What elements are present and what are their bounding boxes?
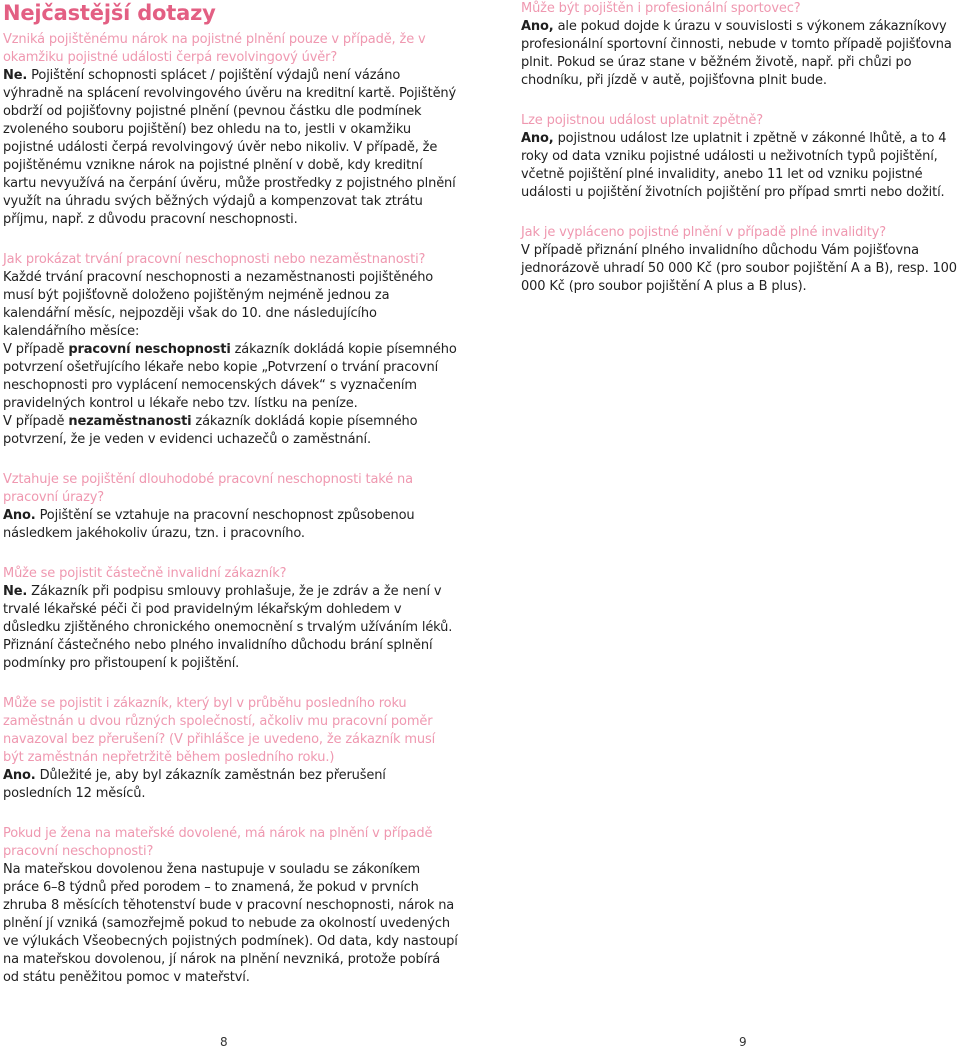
left-column	[3, 0, 458, 1009]
faq-question: Jak prokázat trvání pracovní neschopnosti nebo nezaměstnanosti?	[3, 252, 426, 267]
faq-answer-unemployment	[3, 413, 458, 449]
answer-lead: Ne.	[3, 68, 28, 83]
answer-lead: Ano.	[3, 768, 36, 783]
faq-question: Může se pojistit částečně invalidní zákazník?	[3, 566, 287, 581]
faq-answer-sick-leave	[3, 341, 458, 413]
faq-item-5	[3, 695, 458, 803]
faq-answer-intro: Každé trvání pracovní neschopnosti a nezaměstnanosti pojištěného musí být pojišťovně doloženo pojištěným nejméně jednou za kalendářní měsíc, nejpozději však do 10. dne následujícího kalendářního měsíce:	[3, 270, 434, 339]
faq-item-3	[3, 471, 458, 543]
answer-text: ale pokud dojde k úrazu v souvislosti s výkonem zákazníkovy profesionální sportovní činnosti, nebude v tomto případě pojišťovna plnit. Pokud se úraz stane v běžném životě, např. při chůzi po chodníku, při jízdě v autě, pojišťovna plnit bude.	[521, 19, 952, 88]
faq-answer: Na mateřskou dovolenou žena nastupuje v souladu se zákoníkem práce 6–8 týdnů před porodem – to znamená, že pokud v prvních zhruba 8 měsících těhotenství bude v pracovní neschopnosti, nárok na plnění jí vzniká (samozřejmě pokud to nebude za okolností uvedených ve výlukách Všeobecných pojistných podmínek). Od data, kdy nastoupí na mateřskou dovolenou, jí nárok na plnění nevzniká, protože pobírá od státu peněžitou pomoc v mateřství.	[3, 862, 458, 985]
faq-answer: V případě přiznání plného invalidního důchodu Vám pojišťovna jednorázově uhradí 50 000 Kč (pro soubor pojištění A a B), resp. 100 000 Kč (pro soubor pojištění A plus a B plus).	[521, 243, 957, 294]
answer-text: zákazník dokládá kopie písemného potvrzení, že je veden v evidenci uchazečů o zaměstnání.	[3, 414, 418, 447]
page-heading: Nejčastější dotazy	[3, 1, 216, 25]
answer-emphasis: pracovní neschopnosti	[68, 342, 231, 357]
answer-text: Zákazník při podpisu smlouvy prohlašuje, že je zdráv a že není v trvalé lékařské péči či pod pravidelným lékařským dohledem v důsledku zjištěného chronického onemocnění s trvalým užíváním léků. Přiznání částečného nebo plného invalidního důchodu brání splnění podmínky pro přistoupení k pojištění.	[3, 584, 453, 671]
faq-item-9	[521, 224, 960, 296]
answer-lead: Ano,	[521, 19, 554, 34]
faq-question: Lze pojistnou událost uplatnit zpětně?	[521, 113, 763, 128]
faq-answer	[521, 18, 960, 90]
faq-item-7	[521, 0, 960, 90]
answer-text: V případě	[3, 342, 69, 357]
faq-question: Může se pojistit i zákazník, který byl v průběhu posledního roku zaměstnán u dvou různých společností, ačkoliv mu pracovní poměr navazoval bez přerušení? (V přihlášce je uvedeno, že zákazník musí být zaměstnán nepřetržitě během posledního roku.)	[3, 696, 436, 765]
answer-emphasis: nezaměstnanosti	[68, 414, 192, 429]
faq-question: Jak je vypláceno pojistné plnění v případě plné invalidity?	[521, 225, 886, 240]
faq-question: Může být pojištěn i profesionální sportovec?	[521, 1, 801, 16]
faq-question: Pokud je žena na mateřské dovolené, má nárok na plnění v případě pracovní neschopnosti?	[3, 826, 433, 859]
answer-text: Pojištění se vztahuje na pracovní neschopnost způsobenou následkem jakéhokoliv úrazu, tzn. i pracovního.	[3, 508, 415, 541]
faq-item-6	[3, 825, 458, 987]
faq-answer	[521, 130, 960, 202]
answer-lead: Ano,	[521, 131, 554, 146]
faq-answer	[3, 583, 458, 673]
answer-text: Pojištění schopnosti splácet / pojištění výdajů není vázáno výhradně na splácení revolvingového úvěru na kreditní kartě. Pojištěný obdrží od pojišťovny pojistné plnění (pevnou částku dle podmínek zvoleného souboru pojištění) bez ohledu na to, jestli v okamžiku pojistné události čerpá revolvingový úvěr nebo nikoliv. V případě, že pojištěnému vznikne nárok na pojistné plnění v době, kdy kreditní kartu nevyužívá na čerpání úvěru, může prostředky z pojistného plnění využít na úhradu svých běžných výdajů a kompenzovat tak ztrátu příjmu, např. z důvodu pracovní neschopnosti.	[3, 68, 457, 227]
answer-text: Důležité je, aby byl zákazník zaměstnán bez přerušení posledních 12 měsíců.	[3, 768, 386, 801]
faq-item-1	[3, 31, 458, 229]
answer-text: V případě	[3, 414, 69, 429]
faq-item-2	[3, 251, 458, 449]
answer-text: pojistnou událost lze uplatnit i zpětně v zákonné lhůtě, a to 4 roky od data vzniku pojistné události u neživotních typů pojištění, včetně pojištění plné invalidity, anebo 11 let od vzniku pojistné události u pojištění životních pojištění pro případ smrti nebo dožití.	[521, 131, 947, 200]
faq-answer	[3, 67, 458, 229]
faq-question: Vzniká pojištěnému nárok na pojistné plnění pouze v případě, že v okamžiku pojistné události čerpá revolvingový úvěr?	[3, 32, 426, 65]
faq-answer	[3, 767, 458, 803]
faq-answer	[3, 507, 458, 543]
faq-question: Vztahuje se pojištění dlouhodobé pracovní neschopnosti také na pracovní úrazy?	[3, 472, 413, 505]
right-column	[521, 0, 960, 318]
answer-text: zákazník dokládá kopie písemného potvrzení ošetřujícího lékaře nebo kopie „Potvrzení o trvání pracovní neschopnosti pro vyplácení nemocenských dávek“ s vyznačením pravidelných kontrol u lékaře nebo tzv. lístku na peníze.	[3, 342, 457, 411]
page-number-left: 8	[220, 1035, 228, 1049]
answer-lead: Ano.	[3, 508, 36, 523]
page-number-right: 9	[739, 1035, 747, 1049]
answer-lead: Ne.	[3, 584, 28, 599]
faq-item-4	[3, 565, 458, 673]
faq-item-8	[521, 112, 960, 202]
